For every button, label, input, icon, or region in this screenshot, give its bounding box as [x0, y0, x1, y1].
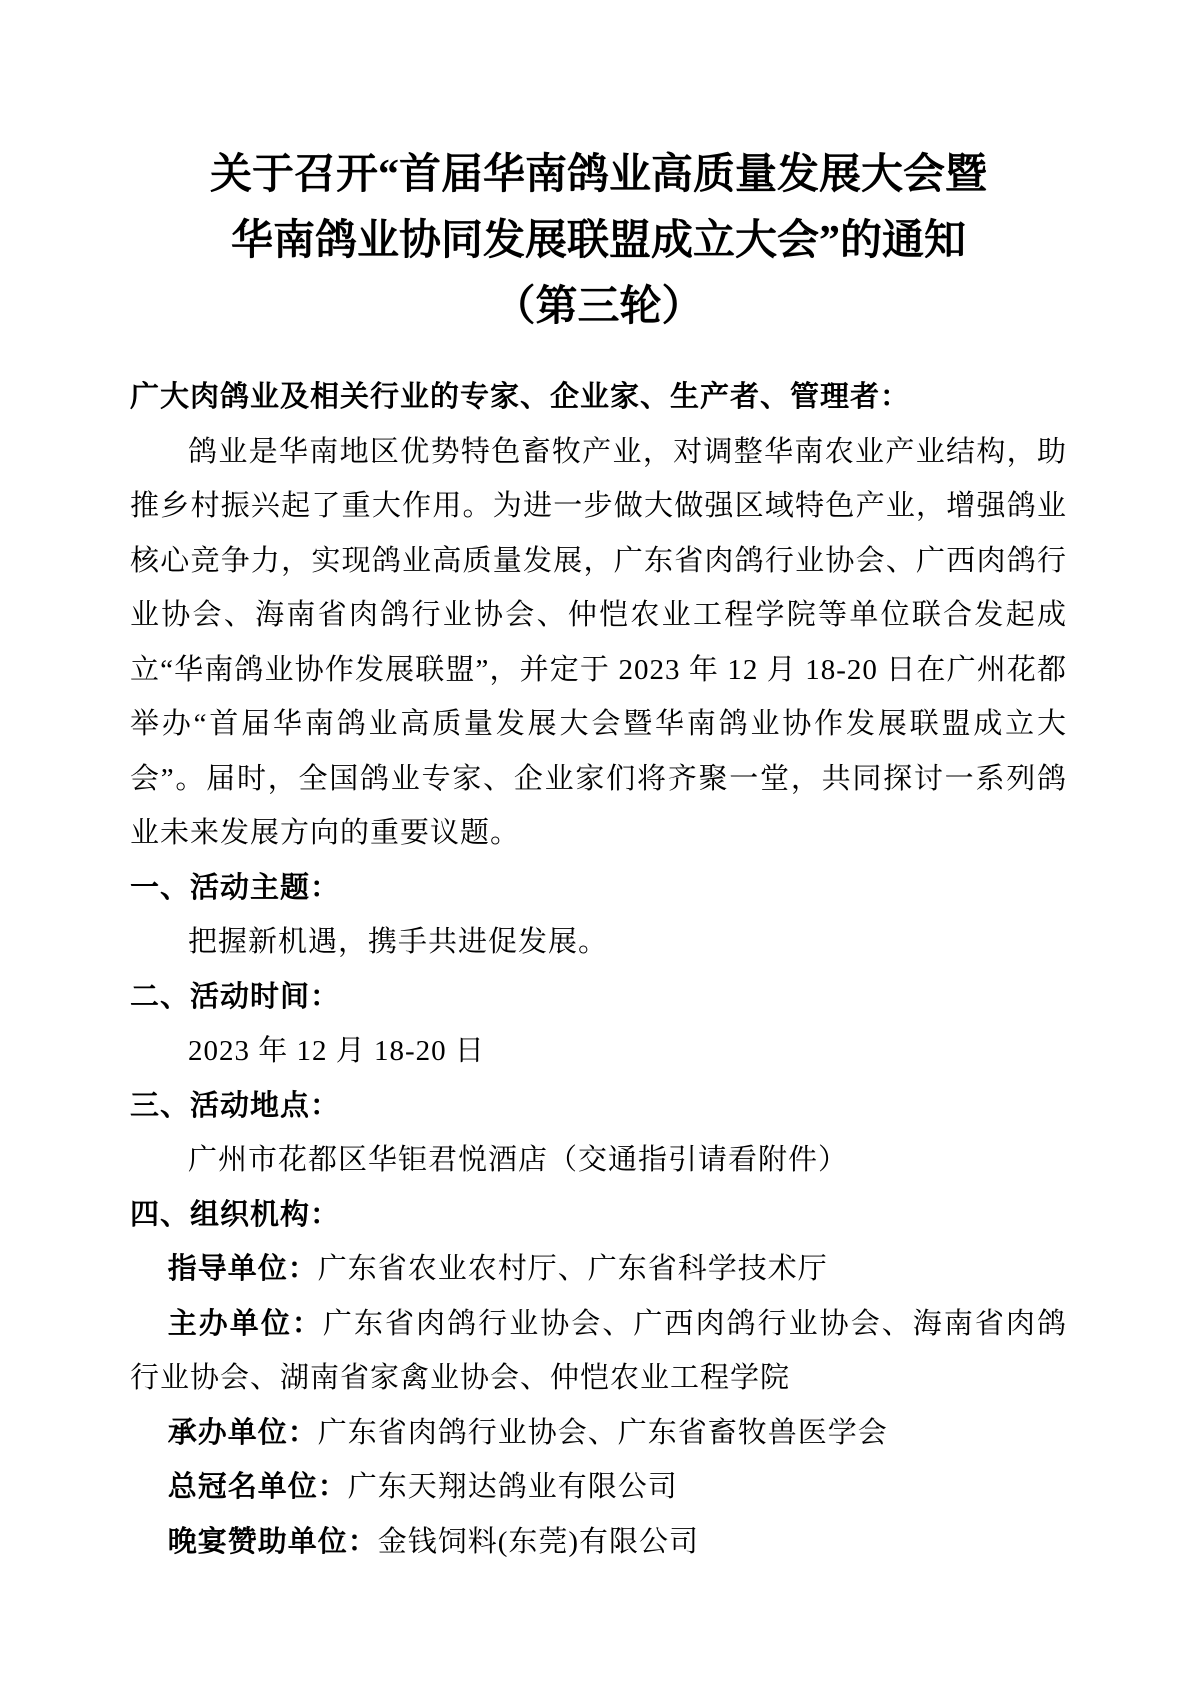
organizer-banquet-sponsor-label: 晚宴赞助单位： [167, 1525, 378, 1558]
title-line-2: 华南鸽业协同发展联盟成立大会”的通知 [230, 218, 966, 264]
organizer-title-sponsor-value: 广东天翔达鸽业有限公司 [347, 1471, 678, 1503]
section-content-location: 广州市花都区华钜君悦酒店（交通指引请看附件） [188, 1144, 849, 1176]
section-heading-organization: 四、组织机构： [130, 1198, 341, 1231]
organizer-title-sponsor-label: 总冠名单位： [167, 1471, 348, 1503]
organizer-host-label: 主办单位： [167, 1307, 323, 1340]
organizer-guidance-label: 指导单位： [167, 1253, 318, 1285]
section-content-theme: 把握新机遇，携手共进促发展。 [188, 926, 609, 958]
organizer-title-sponsor [130, 1460, 1067, 1515]
organizer-guidance [130, 1242, 1067, 1297]
organizer-undertaker-label: 承办单位： [167, 1416, 318, 1449]
organizer-guidance-value: 广东省农业农村厅、广东省科学技术厅 [317, 1253, 828, 1285]
section-heading-location: 三、活动地点： [130, 1089, 341, 1122]
organizer-banquet-sponsor-value: 金钱饲料(东莞)有限公司 [377, 1525, 700, 1558]
intro-paragraph: 鸽业是华南地区优势特色畜牧产业，对调整华南农业产业结构，助推乡村振兴起了重大作用。为进一步做大做强区域特色产业，增强鸽业核心竞争力，实现鸽业高质量发展，广东省肉鸽行业协会、广西肉鸽行业协会、海南省肉鸽行业协会、仲恺农业工程学院等单位联合发起成立“华南鸽业协作发展联盟”，并定于 2023 年 12 月 18-20 日在广州花都举办“首届华南鸽业高质量发展大会暨华南鸽业协作发展联盟成立大会”。届时，全国鸽业专家、企业家们将齐聚一堂，共同探讨一系列鸽业未来发展方向的重要议题。 [130, 435, 1067, 849]
title-line-1: 关于召开“首届华南鸽业高质量发展大会暨 [209, 152, 987, 198]
section-content-time: 2023 年 12 月 18-20 日 [188, 1035, 485, 1067]
document-title [130, 142, 1067, 340]
title-line-3: （第三轮） [493, 284, 704, 330]
organizer-undertaker-value: 广东省肉鸽行业协会、广东省畜牧兽医学会 [317, 1416, 888, 1449]
salutation: 广大肉鸽业及相关行业的专家、企业家、生产者、管理者： [130, 381, 911, 413]
organizer-host [130, 1297, 1067, 1406]
organizer-undertaker [130, 1406, 1067, 1461]
section-heading-theme: 一、活动主题： [130, 871, 341, 904]
organizer-host-value: 广东省肉鸽行业协会、广西肉鸽行业协会、海南省肉鸽行业协会、湖南省家禽业协会、仲恺农业工程学院 [130, 1307, 1067, 1394]
section-heading-time: 二、活动时间： [130, 980, 341, 1013]
organizer-banquet-sponsor [130, 1515, 1067, 1570]
